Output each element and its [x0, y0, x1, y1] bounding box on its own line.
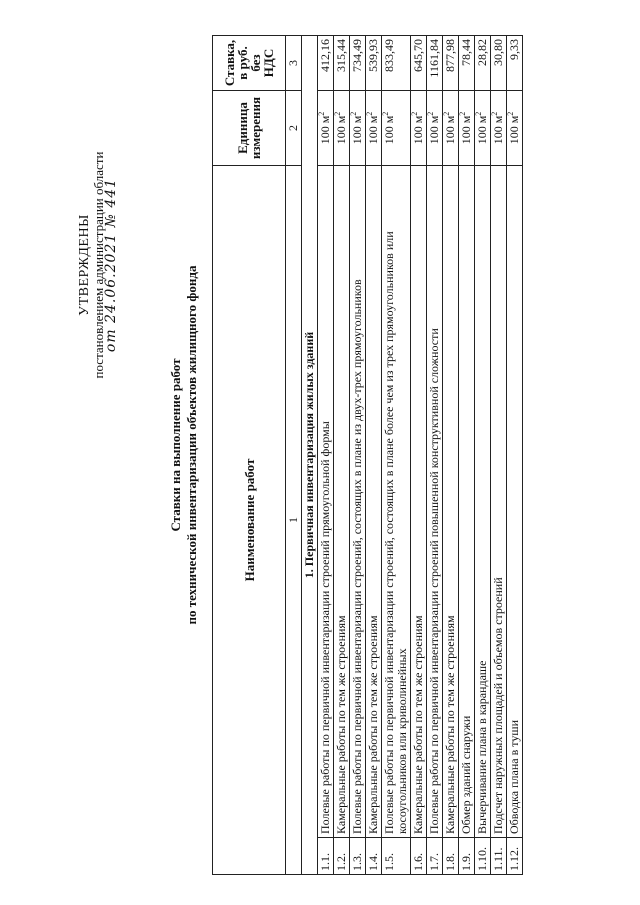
row-unit-superscript: 2 — [349, 111, 358, 116]
row-number: 1.3. — [350, 838, 366, 875]
table-row — [366, 36, 382, 875]
row-rate: 30,80 — [491, 36, 507, 91]
row-rate: 9,33 — [507, 36, 523, 91]
table-row — [350, 36, 366, 875]
heading-line-1: Ставки на выполнение работ — [168, 358, 183, 532]
row-number: 1.10. — [475, 838, 491, 875]
row-number: 1.7. — [427, 838, 443, 875]
table-row — [491, 36, 507, 875]
row-unit — [350, 91, 366, 166]
row-unit-text: 100 м — [475, 115, 489, 145]
row-work-name: Камеральные работы по тем же строениям — [334, 166, 350, 838]
row-unit-text: 100 м — [382, 115, 396, 145]
row-work-name: Полевые работы по первичной инвентаризации строений повышенной конструктивной сложности — [427, 166, 443, 838]
table-row — [475, 36, 491, 875]
row-unit — [491, 91, 507, 166]
row-unit-superscript: 2 — [506, 111, 515, 116]
header-name: Наименование работ — [213, 166, 286, 875]
row-unit-superscript: 2 — [333, 111, 342, 116]
row-unit-text: 100 м — [366, 115, 380, 145]
row-unit-superscript: 2 — [426, 111, 435, 116]
table-row — [318, 36, 334, 875]
row-number: 1.9. — [459, 838, 475, 875]
header-rate: Ставка, в руб. без НДС — [213, 36, 286, 91]
row-unit-text: 100 м — [427, 115, 441, 145]
table-row — [334, 36, 350, 875]
table-index-row — [286, 36, 302, 875]
document-heading — [168, 125, 200, 765]
table-row — [507, 36, 523, 875]
table-row — [443, 36, 459, 875]
section-row — [302, 36, 318, 875]
row-rate: 539,93 — [366, 36, 382, 91]
row-rate: 1161,84 — [427, 36, 443, 91]
approval-block — [78, 95, 118, 435]
row-work-name: Полевые работы по первичной инвентаризации строений прямоугольной формы — [318, 166, 334, 838]
row-unit-text: 100 м — [459, 115, 473, 145]
row-unit — [427, 91, 443, 166]
row-unit — [475, 91, 491, 166]
header-unit: Единица измерения — [213, 91, 286, 166]
row-unit-text: 100 м — [350, 115, 364, 145]
row-rate: 645,70 — [411, 36, 427, 91]
table-row — [382, 36, 411, 875]
row-unit-superscript: 2 — [381, 111, 390, 116]
index-cell-3: 3 — [286, 36, 302, 91]
row-work-name: Вычерчивание плана в карандаше — [475, 166, 491, 838]
row-unit — [366, 91, 382, 166]
row-work-name: Камеральные работы по тем же строениям — [443, 166, 459, 838]
row-unit — [459, 91, 475, 166]
row-unit-text: 100 м — [491, 115, 505, 145]
index-cell-2: 2 — [286, 91, 302, 166]
row-unit-superscript: 2 — [365, 111, 374, 116]
row-unit-text: 100 м — [334, 115, 348, 145]
heading-line-2: по технической инвентаризации объектов жилищного фонда — [184, 265, 199, 625]
approval-signature: от 24.06.2021 № 441 — [103, 177, 119, 353]
row-work-name: Обводка плана в туши — [507, 166, 523, 838]
table-row — [459, 36, 475, 875]
index-cell-1: 1 — [286, 166, 302, 875]
row-unit-superscript: 2 — [442, 111, 451, 116]
row-unit — [334, 91, 350, 166]
table-row — [411, 36, 427, 875]
section-title: 1. Первичная инвентаризация жилых зданий — [302, 36, 318, 875]
row-work-name: Подсчет наружных площадей и объемов строений — [491, 166, 507, 838]
row-number: 1.6. — [411, 838, 427, 875]
row-number: 1.2. — [334, 838, 350, 875]
row-number: 1.8. — [443, 838, 459, 875]
row-work-name: Камеральные работы по тем же строениям — [366, 166, 382, 838]
table-row — [427, 36, 443, 875]
row-unit — [318, 91, 334, 166]
row-unit-text: 100 м — [507, 115, 521, 145]
row-rate: 315,44 — [334, 36, 350, 91]
row-work-name: Обмер зданий снаружи — [459, 166, 475, 838]
row-unit — [443, 91, 459, 166]
row-unit-superscript: 2 — [410, 111, 419, 116]
row-rate: 734,49 — [350, 36, 366, 91]
row-work-name: Полевые работы по первичной инвентаризации строений, состоящих в плане более чем из трех прямоугольников или косоугольников или криволинейных — [382, 166, 411, 838]
rates-table — [212, 35, 523, 875]
row-work-name: Камеральные работы по тем же строениям — [411, 166, 427, 838]
row-rate: 78,44 — [459, 36, 475, 91]
row-number: 1.1. — [318, 838, 334, 875]
row-unit — [382, 91, 411, 166]
row-unit-superscript: 2 — [474, 111, 483, 116]
table-header-row — [213, 36, 286, 875]
row-unit-superscript: 2 — [490, 111, 499, 116]
row-number: 1.5. — [382, 838, 411, 875]
row-rate: 28,82 — [475, 36, 491, 91]
row-rate: 877,98 — [443, 36, 459, 91]
row-number: 1.11. — [491, 838, 507, 875]
approval-line: постановлением администрации области — [91, 151, 106, 379]
row-number: 1.4. — [366, 838, 382, 875]
row-unit-superscript: 2 — [458, 111, 467, 116]
row-rate: 833,49 — [382, 36, 411, 91]
approval-title: УТВЕРЖДЕНЫ — [77, 214, 92, 316]
row-unit — [507, 91, 523, 166]
row-unit-text: 100 м — [411, 115, 425, 145]
row-unit — [411, 91, 427, 166]
row-number: 1.12. — [507, 838, 523, 875]
row-work-name: Полевые работы по первичной инвентаризации строений, состоящих в плане из двух-трех прямоугольников — [350, 166, 366, 838]
row-unit-superscript: 2 — [317, 111, 326, 116]
row-unit-text: 100 м — [443, 115, 457, 145]
row-unit-text: 100 м — [318, 115, 332, 145]
row-rate: 412,16 — [318, 36, 334, 91]
